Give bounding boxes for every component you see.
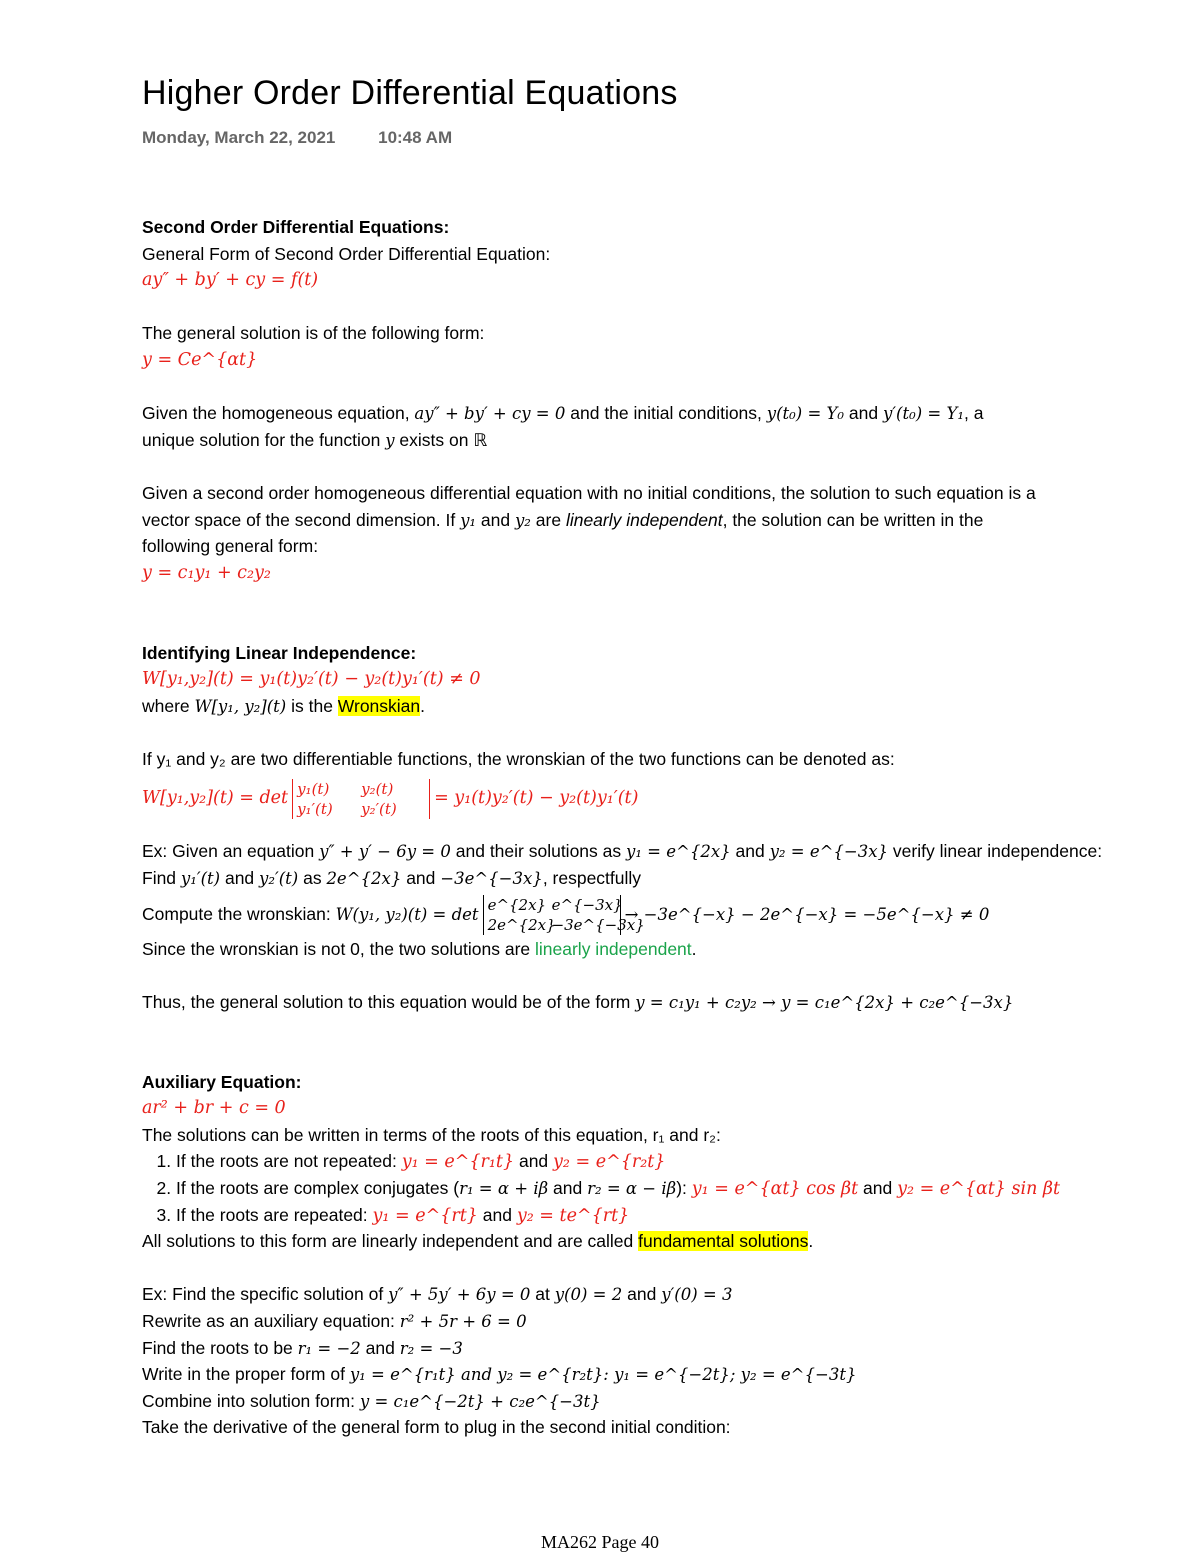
page-footer: MA262 Page 40 (541, 1532, 659, 1552)
text-line: If y₁ and y₂ are two differentiable functions, the wronskian of the two functions can be denoted as: (142, 748, 895, 769)
time-label: 10:48 AM (378, 128, 453, 147)
text-line: Combine into solution form: y = c₁e^{−2t} + c₂e^{−3t} (142, 1390, 601, 1411)
text-line: where W[y₁, y₂](t) is the Wronskian. (142, 695, 426, 716)
note-body (142, 214, 1172, 1441)
text-line: Given the homogeneous equation, ay″ + by′ + cy = 0 and the initial conditions, y(t₀) = Y₀ and y′(t₀) = Y₁, a (142, 403, 984, 424)
text-line: The general solution is of the following form: (142, 323, 485, 344)
text-line: Since the wronskian is not 0, the two solutions are linearly independent. (142, 938, 697, 959)
list-item: 1. If the roots are not repeated: y₁ = e^{r₁t} and y₂ = e^{r₂t} (176, 1148, 1172, 1175)
text-line: following general form: (142, 536, 319, 557)
text-line: vector space of the second dimension. If y₁ and y₂ are linearly independent, the solution can be written in the (142, 509, 984, 530)
equation: W[y₁,y₂](t) = det y₁(t) y₂(t) y₁′(t) y₂′(t)= y₁(t)y₂′(t) − y₂(t)y₁′(t) (142, 779, 639, 818)
equation: y = Ce^{αt} (142, 349, 258, 370)
text-line: Take the derivative of the general form to plug in the second initial condition: (142, 1417, 731, 1438)
date-label: Monday, March 22, 2021 (142, 128, 336, 147)
page-title: Higher Order Differential Equations (142, 74, 678, 112)
section-heading: Second Order Differential Equations: (142, 217, 450, 237)
highlight: Wronskian (337, 695, 421, 716)
section-heading: Auxiliary Equation: (142, 1071, 302, 1092)
text-line: Compute the wronskian: W(y₁, y₂)(t) = det e^{2x} e^{−3x} 2e^{2x}−3e^{−3x}→ −3e^{−x} − 2e^{−x} = −5e^{−x} ≠ 0 (142, 896, 990, 935)
roots-list (142, 1148, 1172, 1228)
matrix: e^{2x} e^{−3x} 2e^{2x}−3e^{−3x} (483, 895, 621, 935)
equation: ay″ + by′ + cy = f(t) (142, 270, 319, 291)
equation: ar² + br + c = 0 (142, 1098, 286, 1119)
text-line: Thus, the general solution to this equation would be of the form y = c₁y₁ + c₂y₂ → y = c₁e^{2x} + c₂e^{−3x} (142, 991, 1014, 1012)
text-line: The solutions can be written in terms of the roots of this equation, r₁ and r₂: (142, 1124, 721, 1145)
list-item: 3. If the roots are repeated: y₁ = e^{rt} and y₂ = te^{rt} (176, 1202, 1172, 1229)
text-line: Ex: Given an equation y″ + y′ − 6y = 0 and their solutions as y₁ = e^{2x} and y₂ = e^{−3x} verify linear independence: (142, 841, 1103, 862)
text-line: Rewrite as an auxiliary equation: r² + 5r + 6 = 0 (142, 1310, 527, 1331)
page-timestamp (142, 128, 452, 148)
text-line: General Form of Second Order Differential Equation: (142, 243, 551, 264)
equation: W[y₁,y₂](t) = y₁(t)y₂′(t) − y₂(t)y₁′(t) ≠ 0 (142, 669, 481, 690)
equation: y = c₁y₁ + c₂y₂ (142, 562, 271, 583)
matrix: y₁(t) y₂(t) y₁′(t) y₂′(t) (292, 779, 430, 819)
text-line: Given a second order homogeneous differential equation with no initial conditions, the solution to such equation is a (142, 482, 1036, 503)
text-line: Find y₁′(t) and y₂′(t) as 2e^{2x} and −3e^{−3x}, respectfully (142, 868, 642, 889)
list-item: 2. If the roots are complex conjugates (r₁ = α + iβ and r₂ = α − iβ): y₁ = e^{αt} cos βt and y₂ = e^{αt} sin βt (176, 1175, 1172, 1202)
text-line: Find the roots to be r₁ = −2 and r₂ = −3 (142, 1337, 463, 1358)
text-line: Write in the proper form of y₁ = e^{r₁t} and y₂ = e^{r₂t}: y₁ = e^{−2t}; y₂ = e^{−3t} (142, 1364, 857, 1385)
text-line: All solutions to this form are linearly independent and are called fundamental solutions. (142, 1231, 814, 1252)
highlight: fundamental solutions (638, 1231, 809, 1252)
section-heading: Identifying Linear Independence: (142, 642, 417, 663)
text-line: unique solution for the function y exists on ℝ (142, 429, 488, 450)
text-line: Ex: Find the specific solution of y″ + 5y′ + 6y = 0 at y(0) = 2 and y′(0) = 3 (142, 1284, 733, 1305)
